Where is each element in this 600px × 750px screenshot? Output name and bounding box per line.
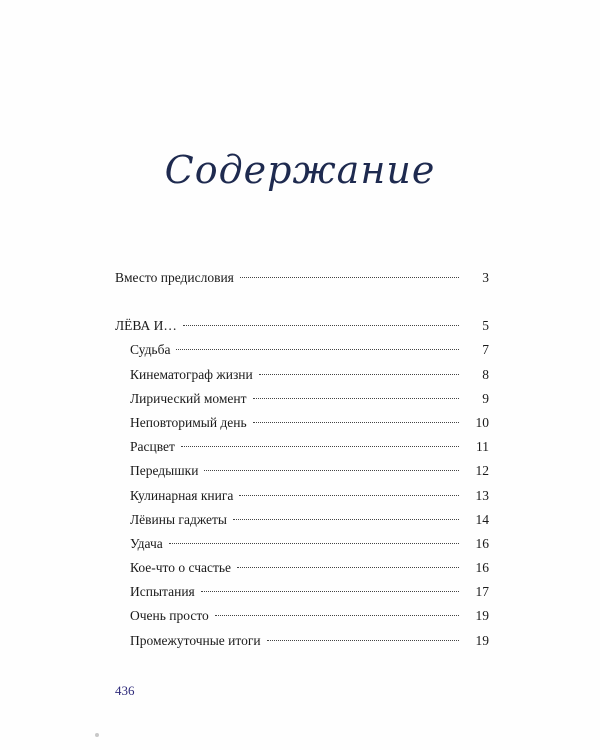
toc-entry[interactable] (115, 580, 489, 604)
toc-entry[interactable] (115, 556, 489, 580)
toc-entry-page: 7 (482, 342, 489, 358)
toc-entry-label: Неповторимый день (130, 414, 247, 430)
page-number: 436 (115, 683, 135, 698)
toc-entry[interactable] (115, 629, 489, 653)
table-of-contents (115, 266, 489, 653)
toc-entry-label: Передышки (130, 463, 199, 479)
dot-leader (169, 543, 459, 544)
toc-entry-page: 11 (476, 439, 489, 455)
dot-leader (267, 640, 459, 641)
dot-leader (253, 422, 459, 423)
toc-entry[interactable] (115, 435, 489, 459)
toc-entry-label: Лёвины гаджеты (130, 511, 227, 527)
toc-entry-label: Удача (130, 535, 163, 551)
toc-entry-label: Лирический момент (130, 390, 247, 406)
dot-leader (201, 591, 459, 592)
toc-entry[interactable] (115, 532, 489, 556)
dot-leader (239, 495, 459, 496)
toc-entry-label: Очень просто (130, 608, 209, 624)
toc-entry-label: Вместо предисловия (115, 270, 234, 285)
toc-entry[interactable] (115, 604, 489, 628)
page-title: Содержание (164, 148, 436, 192)
dot-leader (204, 470, 459, 471)
toc-entry-page: 9 (482, 390, 489, 406)
toc-entry[interactable] (115, 266, 489, 290)
dot-leader (233, 519, 459, 520)
toc-entry-page: 12 (475, 463, 489, 479)
toc-entry-label: Кинематограф жизни (130, 366, 253, 382)
toc-entry[interactable] (115, 459, 489, 483)
toc-entry-label: ЛЁВА И… (115, 318, 177, 334)
dot-leader (253, 398, 459, 399)
toc-entry-label: Промежуточные итоги (130, 632, 261, 648)
toc-entry[interactable] (115, 411, 489, 435)
dot-leader (259, 374, 459, 375)
toc-entry[interactable] (115, 363, 489, 387)
toc-entry-page: 17 (475, 584, 489, 600)
toc-entry-page: 19 (475, 608, 489, 624)
scan-speck (95, 733, 99, 737)
toc-entry-label: Кое-что о счастье (130, 560, 232, 576)
toc-entry-page: 16 (475, 560, 489, 576)
toc-entry-page: 16 (475, 535, 489, 551)
toc-entry-page: 14 (475, 511, 489, 527)
dot-leader (176, 349, 459, 350)
toc-entry-page: 8 (482, 366, 489, 382)
dot-leader (181, 446, 459, 447)
toc-entry-label: Испытания (130, 584, 195, 600)
toc-entry[interactable] (115, 387, 489, 411)
toc-entry[interactable] (115, 484, 489, 508)
toc-entry-label: Судьба (130, 342, 171, 358)
toc-entry-page: 19 (475, 632, 489, 648)
toc-section-heading[interactable] (115, 314, 489, 338)
toc-entry-page: 3 (482, 270, 489, 285)
dot-leader (240, 277, 459, 278)
dot-leader (215, 615, 459, 616)
toc-entry[interactable] (115, 338, 489, 362)
dot-leader (183, 325, 459, 326)
toc-entry-label: Расцвет (130, 439, 175, 455)
toc-entry-page: 5 (482, 318, 489, 334)
toc-entry-page: 10 (475, 414, 489, 430)
toc-entry-label: Кулинарная книга (130, 487, 234, 503)
dot-leader (237, 567, 459, 568)
toc-entry[interactable] (115, 508, 489, 532)
toc-entry-page: 13 (475, 487, 489, 503)
